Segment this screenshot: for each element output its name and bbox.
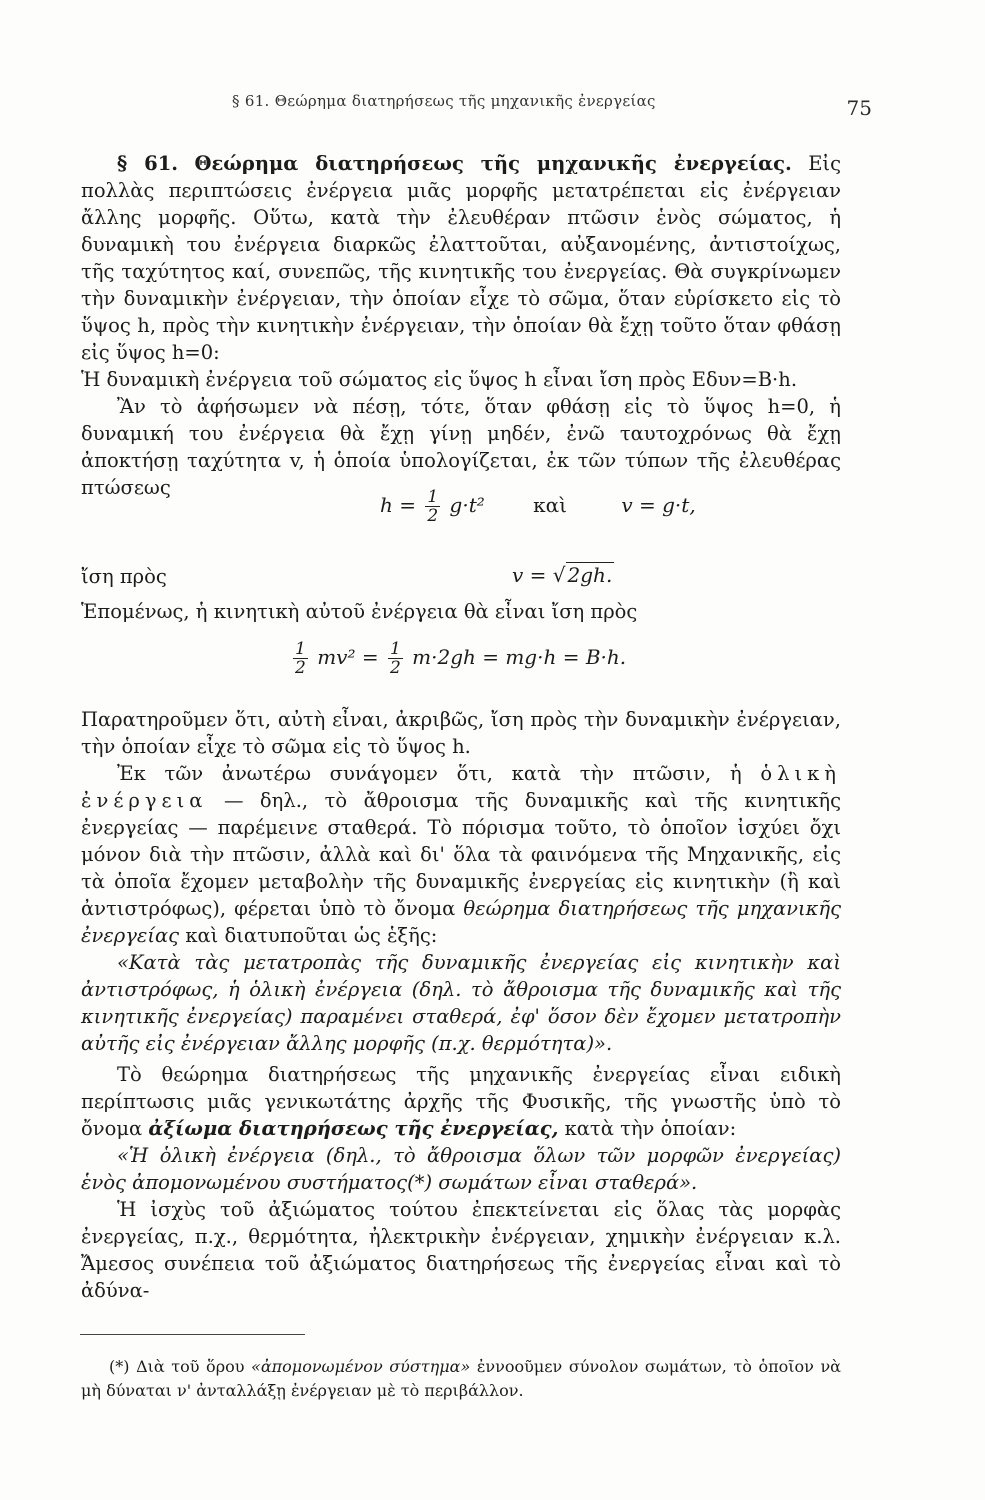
theorem-name: θεώρημα διατηρήσεως τῆς μηχανικῆς ἐνεργείας (81, 897, 842, 947)
paragraph-3: Ἂν τὸ ἀφήσωμεν νὰ πέσῃ, τότε, ὅταν φθάσῃ εἰς τὸ ὕψος h=0, ἡ δυναμική του ἐνέργεια θὰ ἔχῃ γίνῃ μηδέν, ἐνῶ ταυτοχρόνως θὰ ἔχῃ ἀποκτήσῃ ταχύτητα v, ἡ ὁποία ὑπολογίζεται, ἐκ τῶν τύπων τῆς ἐλευθέρας πτώσεως (81, 395, 841, 499)
section-title: Θεώρημα διατηρήσεως τῆς μηχανικῆς ἐνεργείας. (194, 152, 792, 175)
kinetic-intro-text: Ἑπομένως, ἡ κινητικὴ αὐτοῦ ἐνέργεια θὰ εἶναι ἴση πρὸς (81, 600, 638, 623)
axiom-name: ἀξίωμα διατηρήσεως τῆς ἐνεργείας, (148, 1117, 559, 1140)
formula-mv2: mv² = (317, 645, 379, 669)
section-number: § 61. (117, 152, 179, 175)
footnote-start: Διὰ τοῦ ὅρου (136, 1357, 245, 1376)
p6-start: Τὸ θεώρημα διατηρήσεως τῆς μηχανικῆς ἐνεργείας εἶναι ειδικὴ περίπτωσις μιᾶς γενικωτάτης ἀρχῆς τῆς Φυσικῆς, τῆς γνωστῆς ὑπὸ τὸ ὄνομα (81, 1063, 841, 1140)
formula-v: v = g·t, (621, 493, 696, 517)
fraction-one-half-b: $\frac{1}{2}$ (389, 639, 401, 678)
formula-sqrt: 2gh. (567, 563, 613, 587)
paragraph-7: Ἡ ἰσχὺς τοῦ ἀξιώματος τούτου ἐπεκτείνεται εἰς ὅλας τὰς μορφὰς ἐνεργείας, π.χ., θερμότητα, ἠλεκτρικὴν ἐνέργειαν, χημικὴν ἐνέργειαν κ.λ. Ἄμεσος συνέπεια τοῦ ἀξιώματος διατηρήσεως τῆς ἐνεργείας εἶναι καὶ τὸ ἀδύνα- (81, 1198, 841, 1302)
axiom-quote: «Ἡ ὁλικὴ ἐνέργεια (δηλ., τὸ ἄθροισμα ὅλων τῶν μορφῶν ἐνεργείας) ἑνὸς ἀπομονωμένου συστήματος(*) σωμάτων εἶναι σταθερά». (81, 1144, 841, 1194)
footnote-text (81, 1355, 841, 1403)
running-head: § 61. Θεώρημα διατηρήσεως τῆς μηχανικῆς ἐνεργείας (232, 92, 656, 110)
kinetic-intro (81, 598, 841, 625)
p6-end: κατὰ τὴν ὁποίαν: (564, 1117, 737, 1140)
formula-kinetic-energy (290, 640, 626, 677)
equal-to-label: ἴση πρὸς (81, 565, 167, 588)
p5-end: καὶ διατυποῦται ὡς ἑξῆς: (185, 924, 438, 947)
formula-h-rest: g·t² (449, 493, 485, 517)
paragraph-4: Παρατηροῦμεν ὅτι, αὐτὴ εἶναι, ἀκριβῶς, ἴση πρὸς τὴν δυναμικὴν ἐνέργειαν, τὴν ὁποίαν εἶχε τὸ σῶμα εἰς τὸ ὕψος h. (81, 708, 841, 758)
formula-v-left: v = (512, 563, 547, 587)
footnote (81, 1355, 841, 1403)
page-number: 75 (846, 96, 872, 120)
paragraph-1 (81, 150, 841, 366)
formula-velocity: v = √ 2gh. (512, 563, 613, 587)
paragraph-2: Ἡ δυναμικὴ ἐνέργεια τοῦ σώματος εἰς ὕψος h εἶναι ἴση πρὸς Eδυν=B·h. (81, 368, 798, 391)
formula-h-left: h = (380, 493, 416, 517)
paragraph-5 (81, 760, 841, 949)
footnote-term: «ἀπομονωμένον σύστημα» (251, 1357, 471, 1376)
paragraph-1-text: Εἰς πολλὰς περιπτώσεις ἐνέργεια μιᾶς μορφῆς μετατρέπεται εἰς ἐνέργειαν ἄλλης μορφῆς. Οὕτω, κατὰ τὴν ἐλευθέραν πτῶσιν ἑνὸς σώματος, ἡ δυναμικὴ του ἐνέργεια διαρκῶς ἐλαττοῦται, αὐξανομένης, ἀντιστοίχως, τῆς ταχύτητος καί, συνεπῶς, τῆς κινητικῆς του ἐνεργείας. Θὰ συγκρίνωμεν τὴν δυναμικὴν ἐνέργειαν, τὴν ὁποίαν εἶχε τὸ σῶμα, ὅταν εὑρίσκετο εἰς τὸ ὕψος h, πρὸς τὴν κινητικὴν ἐνέργειαν, τὴν ὁποίαν θὰ ἔχῃ τοῦτο ὅταν φθάσῃ εἰς ὕψος h=0: (81, 152, 841, 364)
paragraph-6 (81, 1061, 841, 1142)
p5-start: Ἐκ τῶν ἀνωτέρω συνάγομεν ὅτι, κατὰ τὴν πτῶσιν, ἡ (117, 762, 742, 785)
total-energy-spaced: ὁλικὴ ἐνέργεια (81, 762, 841, 812)
main-body (81, 706, 841, 1304)
formula-m2gh: m·2gh = mg·h = B·h. (412, 645, 627, 669)
fraction-one-half-a: $\frac{1}{2}$ (295, 639, 306, 678)
footnote-end: ἐννοοῦμεν σύνολον σωμάτων, τὸ ὁποῖον νὰ μὴ δύναται ν' ἀνταλλάξῃ ἐνέργειαν μὲ τὸ περιβάλλον. (81, 1357, 841, 1400)
theorem-quote: «Κατὰ τὰς μετατροπὰς τῆς δυναμικῆς ἐνεργείας εἰς κινητικὴν καὶ ἀντιστρόφως, ἡ ὁλικὴ ἐνέργεια (δηλ. τὸ ἄθροισμα τῆς δυναμικῆς καὶ τῆς κινητικῆς ἐνεργείας) παραμένει σταθερά, ἐφ' ὅσον δὲν ἔχομεν μετατροπὴν αὐτῆς εἰς ἐνέργειαν ἄλλης μορφῆς (π.χ. θερμότητα)». (81, 951, 841, 1055)
formula-and: καὶ (533, 493, 567, 517)
section-intro (81, 150, 841, 501)
p5-rest: — δηλ., τὸ ἄθροισμα τῆς δυναμικῆς καὶ τῆς κινητικῆς ἐνεργείας — παρέμεινε σταθερά. Τὸ πόρισμα τοῦτο, τὸ ὁποῖον ἰσχύει ὄχι μόνον διὰ τὴν πτῶσιν, ἀλλὰ καὶ δι' ὅλα τὰ φαινόμενα τῆς Μηχανικῆς, εἰς τὰ ὁποῖα ἔχομεν μεταβολὴν τῆς δυναμικῆς ἐνεργείας εἰς κινητικὴν (ἢ καὶ ἀντιστρόφως), φέρεται ὑπὸ τὸ ὄνομα (81, 789, 842, 920)
formula-free-fall (380, 488, 696, 525)
footnote-rule (80, 1334, 305, 1335)
fraction-one-half: $\frac{1}{2}$ (427, 487, 439, 526)
footnote-mark: (*) (109, 1357, 130, 1376)
